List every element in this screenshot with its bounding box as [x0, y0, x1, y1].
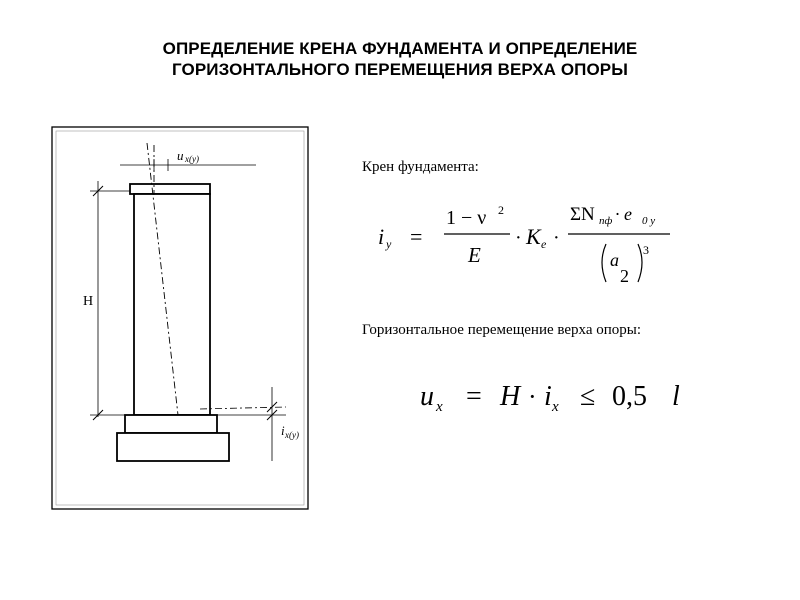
- formula1-den2-a: a: [610, 250, 619, 270]
- formula1-numerator-2: ΣN: [570, 204, 595, 225]
- formula2-lhs: u: [420, 381, 434, 412]
- formula1-dot-2: ·: [553, 227, 560, 249]
- horizontal-displacement-formula: [400, 365, 720, 425]
- horizontal-displacement-label: Горизонтальное перемещение верха опоры:: [362, 322, 642, 338]
- slide-title-line-2: ГОРИЗОНТАЛЬНОГО ПЕРЕМЕЩЕНИЯ ВЕРХА ОПОРЫ: [172, 60, 628, 79]
- formula1-paren-left: [602, 244, 606, 282]
- formula1-lhs-sub: y: [386, 237, 392, 251]
- slide-title-line-1: ОПРЕДЕЛЕНИЕ КРЕНА ФУНДАМЕНТА И ОПРЕДЕЛЕНИЕ: [162, 39, 638, 58]
- foundation-step-upper: [125, 415, 217, 433]
- formula1-numerator-2-sub: пф: [599, 215, 613, 227]
- formula1-den2-2: 2: [620, 266, 629, 286]
- formula1-numerator-2-mid: · e: [615, 204, 632, 224]
- label-ix-sub: x(y): [285, 430, 299, 440]
- formula1-numerator: 1 − ν: [446, 207, 487, 229]
- formula2-lhs-sub: x: [436, 399, 443, 415]
- formula2-eq: =: [466, 381, 482, 412]
- column-shaft: [134, 194, 210, 415]
- formula1-k-sub: e: [541, 237, 547, 251]
- foundation-tilt-formula: [360, 192, 680, 292]
- formula1-dot-1: ·: [515, 227, 522, 249]
- formula1-numerator-2-sub2: 0 y: [642, 215, 656, 227]
- label-height: Н: [83, 294, 94, 309]
- label-ux-sub: x(y): [185, 154, 199, 164]
- formula1-paren-right: [638, 244, 642, 282]
- formula1-denominator: E: [468, 243, 481, 267]
- slide-title: [0, 38, 800, 80]
- column-drawing-svg: [50, 125, 320, 515]
- formula1-k: K: [526, 224, 541, 249]
- formula1-den2-pow: 3: [643, 243, 649, 257]
- formula2-i: i: [544, 381, 552, 412]
- formula1-eq: =: [410, 224, 423, 249]
- formula2-i-sub: x: [552, 399, 559, 415]
- formula-1-svg: [360, 192, 680, 292]
- formula2-leq: ≤: [580, 381, 596, 412]
- column-cap: [130, 184, 210, 194]
- foundation-step-lower: [117, 433, 229, 461]
- formula2-dot: ·: [528, 382, 537, 411]
- base-tilt-line: [200, 407, 286, 409]
- foundation-tilt-label: Крен фундамента:: [362, 159, 479, 175]
- label-ix: i: [281, 423, 285, 438]
- formula2-value: 0,5: [612, 381, 647, 412]
- formula2-l: l: [672, 381, 680, 412]
- formula2-h: H: [500, 381, 521, 412]
- formula1-numerator-sup: 2: [498, 203, 504, 217]
- formula-2-svg: [400, 365, 720, 425]
- label-ux: u: [177, 148, 184, 163]
- column-foundation-drawing: [50, 125, 320, 515]
- formula1-lhs: i: [378, 224, 385, 249]
